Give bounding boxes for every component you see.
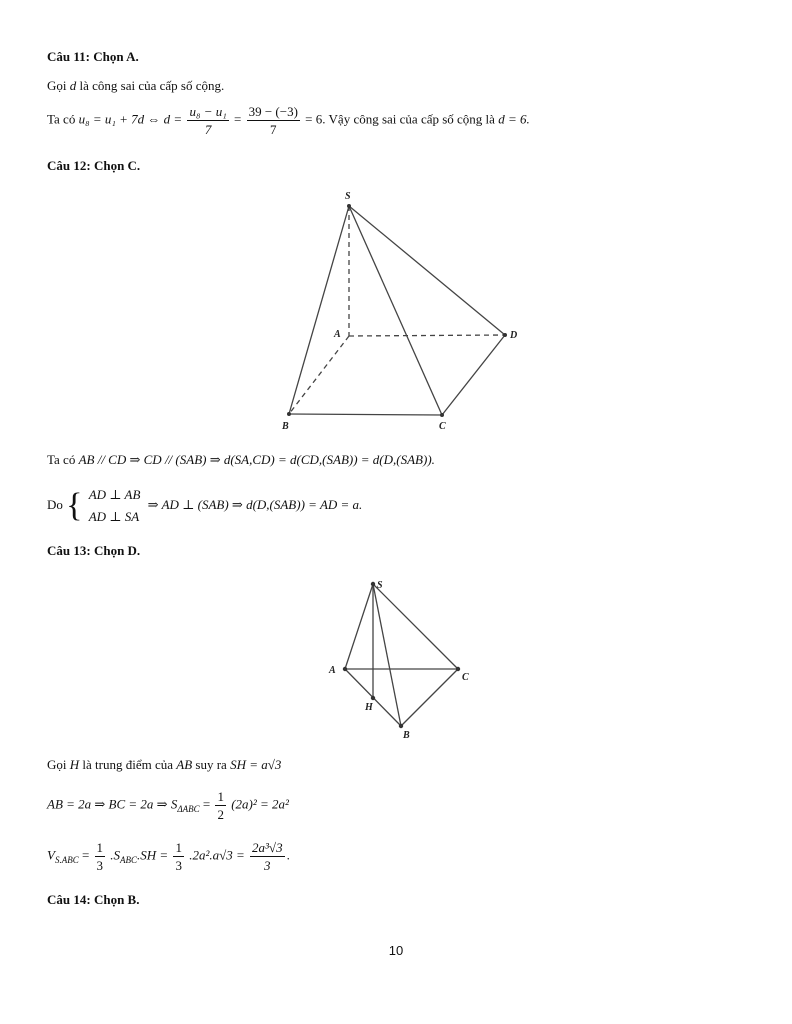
q12-line2-expr: ⇒ AD ⊥ (SAB) ⇒ d(D,(SAB)) = AD = a. bbox=[147, 496, 363, 512]
q14-heading: Câu 14: Chọn B. bbox=[47, 892, 140, 907]
q13-line1-var: H bbox=[69, 757, 80, 772]
label-C: C bbox=[439, 421, 446, 432]
q13-line3-frac2-num: 1 bbox=[175, 840, 182, 855]
q11-line2-answer: d = 6. bbox=[498, 111, 530, 127]
q13-line2-expr: AB = 2a ⇒ BC = 2a ⇒ S bbox=[47, 796, 178, 812]
q13-line3-frac1-num: 1 bbox=[96, 840, 104, 855]
q12-line1 bbox=[47, 452, 435, 468]
q13-line3-midsub: ABC bbox=[120, 855, 138, 866]
q13-line3-vsub: S.ABC bbox=[54, 855, 79, 866]
label-A: A bbox=[334, 329, 341, 340]
q13-heading: Câu 13: Chọn D. bbox=[47, 543, 141, 558]
q12-line1-expr: AB // CD ⇒ CD // (SAB) ⇒ d(SA,CD) = d(CD,(SAB)) = d(D,(SAB)). bbox=[78, 452, 435, 467]
q11-frac2 bbox=[247, 104, 300, 137]
q11-line1 bbox=[47, 78, 224, 94]
q12-heading: Câu 12: Chọn C. bbox=[47, 158, 141, 173]
q11-line1-post: là công sai của cấp số cộng. bbox=[79, 78, 225, 93]
q13-line3-frac3-den: 3 bbox=[264, 858, 271, 873]
edge-AB-hidden bbox=[289, 336, 349, 414]
q13-line1-pre: Gọi bbox=[47, 757, 67, 772]
q13-line3 bbox=[47, 840, 290, 873]
q11-line2-conclusion: Vậy công sai của cấp số cộng là bbox=[328, 111, 495, 127]
edge-SA bbox=[345, 584, 373, 669]
q11-heading: Câu 11: Chọn A. bbox=[47, 49, 139, 64]
vertex-D bbox=[503, 333, 507, 337]
q12-line2-prefix: Do bbox=[47, 496, 63, 512]
q13-pyramid-figure bbox=[322, 574, 482, 744]
q13-line1-post: suy ra bbox=[195, 757, 227, 772]
edge-SB bbox=[289, 206, 349, 414]
vertex-C bbox=[440, 413, 444, 417]
q13-line2-frac-num: 1 bbox=[217, 789, 224, 804]
label-S: S bbox=[345, 191, 351, 202]
q11-frac1-den: 7 bbox=[204, 122, 212, 137]
edge-CD bbox=[442, 335, 505, 415]
q13-line3-mid2: .SH = bbox=[137, 847, 169, 863]
label-S: S bbox=[377, 580, 383, 591]
q12-pyramid-figure bbox=[270, 186, 530, 436]
edge-BC bbox=[289, 414, 442, 415]
q12-line2: Do { AD ⊥ AB AD ⊥ SA ⇒ AD ⊥ (SAB) ⇒ d(D,(SAB)) = AD = a. bbox=[47, 484, 362, 528]
q12-cond2: AD ⊥ SA bbox=[88, 509, 140, 524]
q13-line3-frac3 bbox=[250, 840, 285, 873]
q11-line1-pre: Gọi bbox=[47, 78, 67, 93]
q13-line2-tail: (2a)² = 2a² bbox=[231, 796, 289, 812]
vertex-B bbox=[399, 724, 403, 728]
q13-line2-sub: ΔABC bbox=[177, 804, 200, 815]
label-B: B bbox=[282, 421, 289, 432]
q13-line2-eq: = bbox=[202, 796, 211, 812]
label-H: H bbox=[365, 702, 373, 713]
q11-frac2-den: 7 bbox=[270, 122, 277, 137]
q13-line2-frac-den: 2 bbox=[217, 807, 224, 822]
q13-line2-frac bbox=[215, 789, 226, 822]
edge-BC bbox=[401, 669, 458, 726]
q11-frac1-num: u₈ − u₁ bbox=[189, 104, 227, 119]
q13-line3-frac1 bbox=[95, 840, 106, 873]
q13-line3-frac3-num: 2a³√3 bbox=[252, 840, 283, 855]
vertex-S bbox=[371, 582, 375, 586]
label-D: D bbox=[510, 330, 518, 341]
q12-cond1: AD ⊥ AB bbox=[88, 487, 141, 502]
q13-line3-frac1-den: 3 bbox=[96, 858, 104, 873]
q13-line3-mid: .S bbox=[110, 847, 121, 863]
q13-line1-expr: SH = a√3 bbox=[230, 757, 282, 772]
edge-SB bbox=[373, 584, 401, 726]
q11-line2: Ta có u₈ = u₁ + 7d ⇔ d = $\frac{\text{u₈ − u₁}}{7}$ = $\frac{39 - (-3)}{7}$ = 6. Vậy công sai của cấp số cộng là d = 6. bbox=[47, 104, 530, 137]
label-C: C bbox=[462, 672, 469, 683]
q11-line2-prefix: Ta có bbox=[47, 111, 76, 127]
q12-line2-system bbox=[89, 484, 141, 528]
edge-SC bbox=[349, 206, 442, 415]
q13-line3-v: V bbox=[47, 847, 55, 863]
q12-line1-prefix: Ta có bbox=[47, 452, 76, 467]
q11-line1-var: d bbox=[69, 78, 77, 93]
edge-SD bbox=[349, 206, 505, 335]
q13-line3-frac2 bbox=[173, 840, 184, 873]
q11-frac1 bbox=[187, 104, 228, 137]
q13-line1-mid: là trung điểm của bbox=[82, 757, 173, 772]
edge-SC bbox=[373, 584, 458, 669]
q13-line2 bbox=[47, 789, 289, 822]
q13-line1 bbox=[47, 757, 281, 773]
q11-line2-result: = 6. bbox=[305, 111, 326, 127]
vertex-B bbox=[287, 412, 291, 416]
edge-AD-hidden bbox=[349, 335, 505, 336]
vertex-H bbox=[371, 696, 375, 700]
q11-frac2-num: 39 − (−3) bbox=[248, 104, 298, 119]
q11-line2-eq1: u₈ = u₁ + 7d ⇔ d = bbox=[78, 111, 183, 127]
q13-line3-eq: = bbox=[81, 847, 90, 863]
q13-line1-seg: AB bbox=[176, 757, 193, 772]
vertex-S bbox=[347, 204, 351, 208]
q13-line3-mid3: .2a².a√3 = bbox=[189, 847, 245, 863]
q13-line3-frac2-den: 3 bbox=[175, 858, 182, 873]
label-B: B bbox=[403, 730, 410, 741]
vertex-C bbox=[456, 667, 460, 671]
q13-line3-end: . bbox=[286, 847, 290, 863]
label-A: A bbox=[329, 665, 336, 676]
page-number: 10 bbox=[388, 943, 404, 958]
vertex-A bbox=[343, 667, 347, 671]
